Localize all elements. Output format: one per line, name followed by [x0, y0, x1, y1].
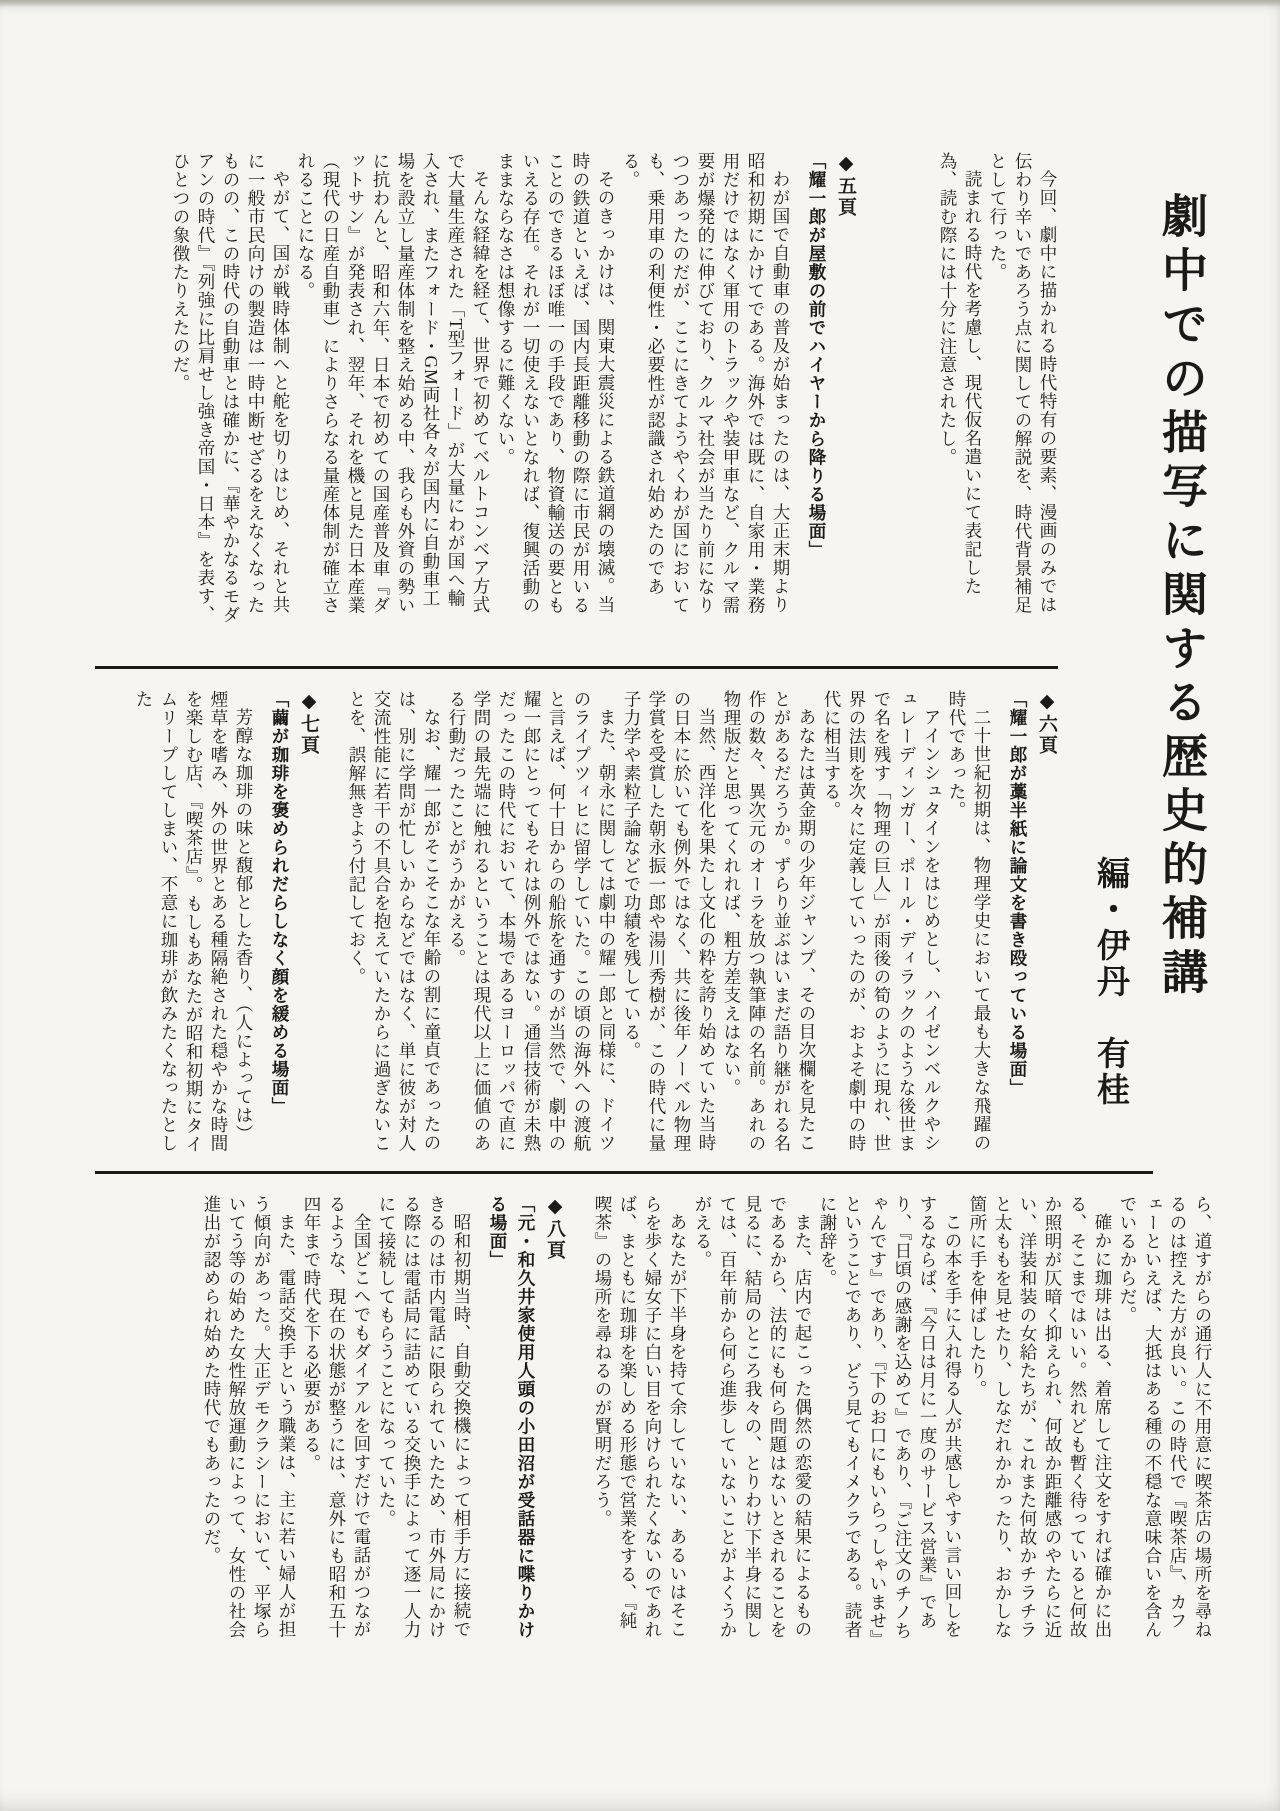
section-page5 [168, 152, 859, 625]
text-band-middle [95, 690, 1060, 1160]
body-paragraph: あなたは黄金期の少年ジャンプ、その目次欄を見たことがあるだろうか。ずらり並ぶはいまだ語り継がれる名作の数々、異次元のオーラを放つ執筆陣の名前。あれの物理版だと思ってくれれば、粗方差支えはない。 [722, 690, 817, 1153]
author-credit: 編・伊丹 有桂 [1092, 856, 1128, 1108]
scan-edge [0, 0, 1280, 7]
text-band-top [95, 152, 1060, 625]
body-paragraph: 読まれる時代を考慮し、現代仮名遣いにて表記した為、読む際には十分に注意されたし。 [938, 152, 983, 596]
section-heading: ◆五頁 [835, 152, 856, 218]
body-paragraph: アインシュタインをはじめとし、ハイゼンベルクやシュレーディンガー、ポール・ディラックのような後世まで名を残す「物理の巨人」が雨後の筍のように現れ、世界の法則を次々に定義していったのが、およそ劇中の時代に相当する。 [822, 690, 942, 1153]
body-paragraph: あなたが下半身を持て余していない、あるいはそこらを歩く婦女子に白い目を向けられたくないのであれば、まともに珈琲を楽しめる形態で営業をする、『純喫茶』の場所を尋ねるのが賢明だろう。 [593, 1195, 688, 1639]
scene-caption: 「耀一郎が屋敷の前でハイヤーから降りる場面」 [807, 152, 827, 559]
section-heading: ◆六頁 [1036, 690, 1057, 756]
section-heading: ◆八頁 [544, 1195, 565, 1261]
body-paragraph: また、電話交換手という職業は、主に若い婦人が担う傾向があった。大正デモクラシーにおいて、平塚らいてう等の始めた女性解放運動によって、女性の社会進出が認められ始めた時代でもあったのだ。 [202, 1195, 297, 1639]
body-paragraph: そんな経緯を経て、世界で初めてベルトコンベア方式で大量生産された「T型フォード」が大量にわが国へ輸入され、またフォード・GM両社各々が国内に自動車工場を設立し量産体制を整え始める中、我らも外資の勢いに抗わんと、昭和六年、日本で初めての国産普及車『ダットサン』が発表され、翌年、それを機と見た日本産業（現代の日産自動車）によりさらなる量産体制が確立されることになる。 [296, 152, 491, 615]
scene-caption: 「元・和久井家使用人頭の小田沼が受話器に喋りかける場面」 [488, 1195, 536, 1639]
scene-caption: 「耀一郎が藁半紙に論文を書き殴っている場面」 [1008, 690, 1028, 1097]
intro-note [935, 152, 1060, 625]
body-paragraph: 今回、劇中に描かれる時代特有の要素、漫画のみでは伝わり辛いであろう点に関しての解説を、時代背景補足として行った。 [988, 152, 1058, 615]
body-paragraph: 確かに珈琲は出る、着席して注文をすれば確かに出る、そこまではいい。然れども暫く待っていると何故か照明が仄暗く抑えられ、何故か距離感のやたらに近い、洋装和装の女給たちが、これまた何故かチラチラと太ももを見せたり、しなだれかかったり、おかしな箇所に手を伸ばしたり。 [968, 1195, 1113, 1639]
section-page7-continued [590, 1195, 1215, 1640]
body-paragraph: 芳醇な珈琲の味と馥郁とした香り、（人によっては）煙草を嗜み、外の世界とある種隔絶された穏やかな時間を楽しむ店、『喫茶店』。もしもあなたが昭和初期にタイムリープしてしまい、不意に珈琲が飲みたくなったとした [134, 690, 254, 1154]
body-paragraph: 全国どこへでもダイアルを回すだけで電話がつながるような、現在の状態が整うには、意外にも昭和五十四年まで時代を下る必要がある。 [302, 1195, 372, 1639]
horizontal-rule [95, 666, 1058, 669]
body-paragraph: なお、耀一郎がそこそこな年齢の割に童貞であったのは、別に学問が忙しいからなどではなく、単に彼が対人交流性能に若干の不具合を抱えていたからに過ぎないことを、誤解無きよう付記しておく。 [347, 690, 442, 1153]
body-paragraph: ら、道すがらの通行人に不用意に喫茶店の場所を尋ねるのは控えた方が良い。この時代で『喫茶店』、カフェーといえば、大抵はある種の不穏な意味合いを含んでいるからだ。 [1118, 1195, 1213, 1639]
section-page8 [199, 1195, 568, 1640]
body-paragraph: この本を手に入れ得る人が共感しやすい言い回しをするならば、『今日は月に一度のサービス営業』であり、『日頃の感謝を込めて』であり、『ご注文のチノちゃんです』であり、『下のお口にもいらっしゃいませ』ということであり、どう見てもイメクラである。読者に謝辞を。 [818, 1195, 963, 1640]
body-paragraph: 昭和初期当時、自動交換機によって相手方に接続できるのは市内電話に限られていたため、市外局にかける際には電話局に詰めている交換手によって逐一人力にて接続してもらうことになっていた。 [377, 1195, 472, 1639]
section-page6 [344, 690, 1060, 1160]
section-heading: ◆七頁 [298, 690, 319, 756]
body-paragraph: やがて、国が戦時体制へと舵を切りはじめ、それと共に一般市民向けの製造は一時中断せざるをえなくなったものの、この時代の自動車とは確かに、『華やかなるモダアンの時代』『列強に比肩せし強き帝国・日本』を表す、ひとつの象徴たりえたのだ。 [171, 152, 291, 625]
body-paragraph: 当然、西洋化を果たし文化の粋を誇り始めていた当時の日本に於いても例外ではなく、共に後年ノーベル物理学賞を受賞した朝永振一郎や湯川秀樹が、この時代に量子力学や素粒子論などで功績を残している。 [622, 690, 717, 1153]
body-paragraph: また、朝永に関しては劇中の耀一郎と同様に、ドイツのライプツィヒに留学していた。この頃の海外への渡航と言えば、何十日からの船旅を通すのが当然で、劇中の耀一郎にとってもそれは例外ではない。通信技術が未熟だったこの時代において、本場であるヨーロッパで直に学問の最先端に触れるということは現代以上に価値のある行動だったことがうかがえる。 [447, 690, 617, 1153]
body-paragraph: 二十世紀初期は、物理学史において最も大きな飛躍の時代であった。 [947, 690, 992, 1152]
body-paragraph: そのきっかけは、関東大震災による鉄道網の壊滅。当時の鉄道といえば、国内長距離移動の際に市民が用いることのできるほぼ唯一の手段であり、物資輸送の要ともいえる存在。それが一切使えないとなれば、復興活動のままならなさは想像するに難くない。 [496, 152, 616, 615]
body-paragraph: また、店内で起こった偶然の恋愛の結果によるものであるから、法的にも何ら問題はないとされることを見るに、結局のところ我々の、とりわけ下半身に関しては、百年前から何ら進歩していないことがよくうかがえる。 [693, 1195, 813, 1639]
text-band-bottom [95, 1195, 1215, 1640]
section-page7 [131, 690, 322, 1160]
page-title: 劇中での描写に関する歴史的補講 [1156, 192, 1207, 1002]
scene-caption: 「繭が珈琲を褒められだらしなく顔を緩める場面」 [270, 690, 290, 1116]
body-paragraph: わが国で自動車の普及が始まったのは、大正末期より昭和初期にかけてである。海外では既に、自家用・業務用だけではなく軍用のトラックや装甲車など、クルマ需要が爆発的に伸びており、クルマ社会が当たり前になりつつあったのだが、ここにきてようやくわが国においても、乗用車の利便性・必要性が認識され始めたのである。 [621, 152, 791, 615]
horizontal-rule [95, 1171, 1153, 1174]
